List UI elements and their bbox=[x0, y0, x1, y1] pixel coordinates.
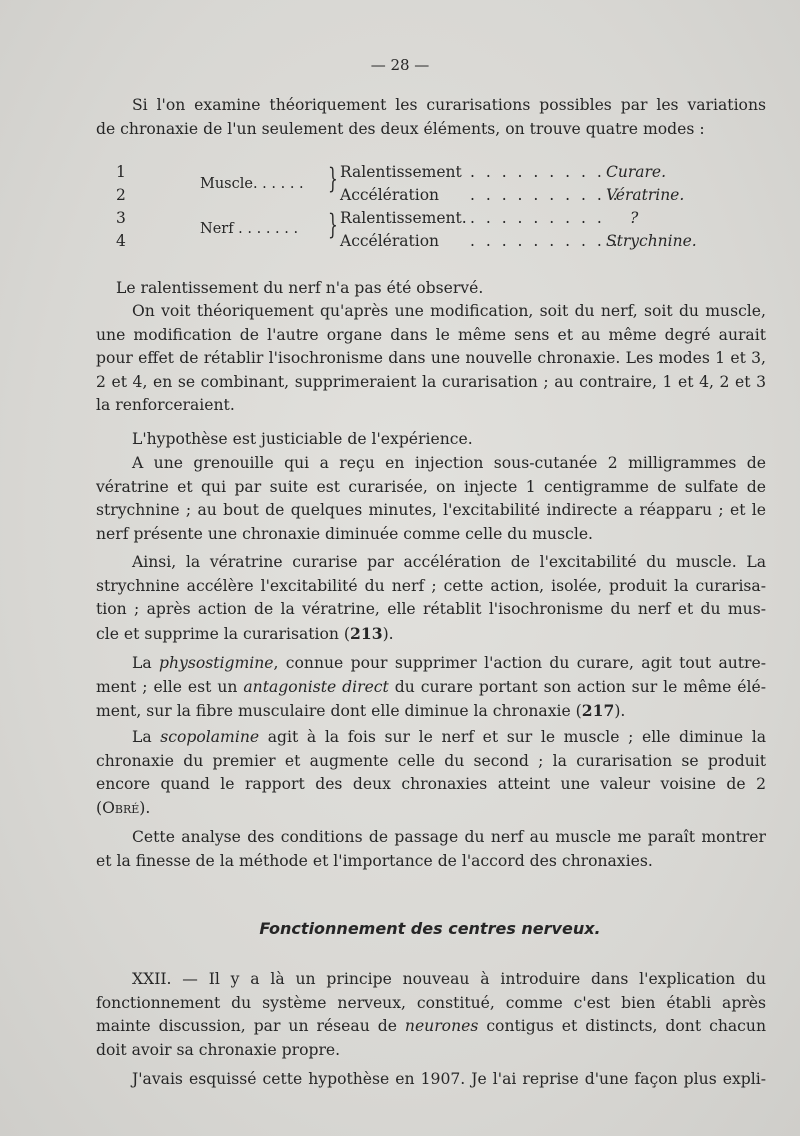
paragraph-3 bbox=[96, 428, 766, 452]
emphasis-term: neurones bbox=[404, 1017, 479, 1035]
mode-result: Vératrine. bbox=[606, 186, 685, 204]
text-line bbox=[96, 726, 766, 750]
text-line bbox=[96, 1015, 766, 1039]
mode-result: Curare. bbox=[606, 163, 667, 181]
text-fragment: La bbox=[132, 728, 161, 746]
text-line: Ainsi, la vératrine curarise par accélération de l'excitabilité du muscle. La bbox=[132, 553, 766, 571]
text-line: doit avoir sa chronaxie propre. bbox=[96, 1040, 341, 1059]
text-line bbox=[96, 622, 766, 647]
text-line bbox=[96, 676, 766, 700]
brace-symbol: } bbox=[328, 162, 338, 195]
intro-paragraph bbox=[96, 94, 766, 141]
paragraph-7 bbox=[96, 726, 766, 820]
mode-action: Ralentissement bbox=[340, 163, 462, 181]
text-line: et la finesse de la méthode et l'importance de l'accord des chronaxies. bbox=[96, 851, 653, 870]
text-fragment: mainte discussion, par un réseau de bbox=[96, 1017, 405, 1035]
mode-result: Strychnine. bbox=[606, 232, 697, 250]
text-fragment: du curare portant son action sur le même élé- bbox=[388, 677, 766, 696]
emphasis-term: antagoniste direct bbox=[243, 677, 389, 696]
section-reference: 217 bbox=[581, 701, 615, 720]
mode-number: 4 bbox=[116, 232, 126, 250]
paragraph-2 bbox=[96, 300, 766, 418]
text-line bbox=[96, 652, 766, 676]
section-heading: Fonctionnement des centres nerveux. bbox=[259, 919, 601, 938]
text-fragment: agit à la fois sur le nerf et sur le muscle ; elle diminue la bbox=[259, 728, 766, 746]
text-fragment: ment ; elle est un bbox=[96, 677, 244, 696]
text-fragment: ). bbox=[139, 798, 151, 817]
leader-dots: . . . . . . . . . bbox=[470, 209, 605, 227]
text-fragment: ). bbox=[614, 702, 626, 720]
text-line: encore quand le rapport des deux chronaxies atteint une valeur voisine de 2 bbox=[96, 775, 766, 793]
text-fragment: ( bbox=[96, 798, 103, 817]
text-line: tion ; après action de la vératrine, elle rétablit l'isochronisme du nerf et du mus- bbox=[96, 600, 766, 618]
paragraph-6 bbox=[96, 652, 766, 724]
text-line: 2 et 4, en se combinant, supprimeraient la curarisation ; au contraire, 1 et 4, 2 et 3 bbox=[96, 372, 766, 391]
text-line: On voit théoriquement qu'après une modification, soit du nerf, soit du muscle, bbox=[132, 302, 766, 320]
text-line: fonctionnement du système nerveux, constitué, comme c'est bien établi après bbox=[96, 993, 766, 1012]
text-fragment: ment, sur la fibre musculaire dont elle diminue la chronaxie ( bbox=[96, 702, 582, 720]
text-fragment: La bbox=[132, 654, 159, 672]
paragraph-5 bbox=[96, 551, 766, 646]
paragraph-9 bbox=[96, 968, 766, 1062]
text-line: pour effet de rétablir l'isochronisme dans une nouvelle chronaxie. Les modes 1 et 3, bbox=[96, 349, 766, 367]
paragraph-1 bbox=[96, 277, 766, 301]
text-line: la renforceraient. bbox=[96, 396, 235, 414]
mode-number: 3 bbox=[116, 209, 126, 227]
text-line: L'hypothèse est justiciable de l'expérience. bbox=[132, 430, 473, 448]
text-line: Cette analyse des conditions de passage du nerf au muscle me paraît montrer bbox=[132, 828, 766, 846]
text-line: strychnine accélère l'excitabilité du nerf ; cette action, isolée, produit la curarisa- bbox=[96, 576, 766, 595]
group-label-nerf: Nerf . . . . . . . bbox=[200, 221, 299, 237]
text-fragment: ). bbox=[382, 624, 394, 643]
section-reference: 213 bbox=[350, 623, 383, 643]
paragraph-10 bbox=[96, 1068, 766, 1092]
text-fragment: contigus et distincts, dont chacun bbox=[478, 1017, 766, 1035]
text-line: strychnine ; au bout de quelques minutes, l'excitabilité indirecte a réapparu ; et le bbox=[96, 501, 766, 519]
leader-dots: . . . . . . . . . . bbox=[470, 186, 621, 204]
brace-symbol: } bbox=[328, 208, 338, 241]
leader-dots: . . . . . . . . . bbox=[470, 163, 605, 181]
emphasis-term: physostigmine bbox=[159, 654, 274, 672]
text-line: XXII. — Il y a là un principe nouveau à introduire dans l'explication du bbox=[132, 970, 766, 988]
text-line bbox=[96, 797, 766, 821]
text-line: Le ralentissement du nerf n'a pas été observé. bbox=[116, 279, 484, 297]
mode-number: 2 bbox=[116, 186, 126, 204]
leader-dots: . . . . . . . . . . bbox=[470, 232, 621, 250]
text-line: vératrine et qui par suite est curarisée, on injecte 1 centigramme de sulfate de bbox=[96, 477, 766, 496]
page-number: — 28 — bbox=[370, 56, 430, 74]
paragraph-4 bbox=[96, 452, 766, 546]
text-line: chronaxie du premier et augmente celle du second ; la curarisation se produit bbox=[96, 751, 766, 770]
text-line: Si l'on examine théoriquement les curarisations possibles par les variations bbox=[132, 96, 766, 114]
emphasis-term: scopolamine bbox=[160, 728, 260, 746]
text-line bbox=[96, 699, 766, 724]
mode-action: Accélération bbox=[340, 186, 440, 204]
text-fragment: cle et supprime la curarisation ( bbox=[96, 624, 351, 643]
mode-result: ? bbox=[630, 209, 639, 227]
mode-action: Accélération bbox=[340, 232, 440, 250]
mode-action: Ralentissement. bbox=[340, 209, 467, 227]
text-line: de chronaxie de l'un seulement des deux éléments, on trouve quatre modes : bbox=[96, 119, 705, 138]
text-fragment: , connue pour supprimer l'action du curare, agit tout autre- bbox=[273, 654, 767, 672]
text-line: une modification de l'autre organe dans le même sens et au même degré aurait bbox=[96, 325, 766, 344]
group-label-muscle: Muscle. . . . . . bbox=[200, 176, 304, 192]
curarisation-modes-table bbox=[100, 163, 780, 255]
text-line: nerf présente une chronaxie diminuée comme celle du muscle. bbox=[96, 524, 594, 543]
text-line: J'avais esquissé cette hypothèse en 1907. Je l'ai reprise d'une façon plus expli- bbox=[132, 1070, 766, 1088]
paragraph-8 bbox=[96, 826, 766, 873]
mode-number: 1 bbox=[116, 163, 126, 181]
author-name: Obré bbox=[102, 798, 140, 817]
text-line: A une grenouille qui a reçu en injection sous-cutanée 2 milligrammes de bbox=[132, 454, 766, 472]
